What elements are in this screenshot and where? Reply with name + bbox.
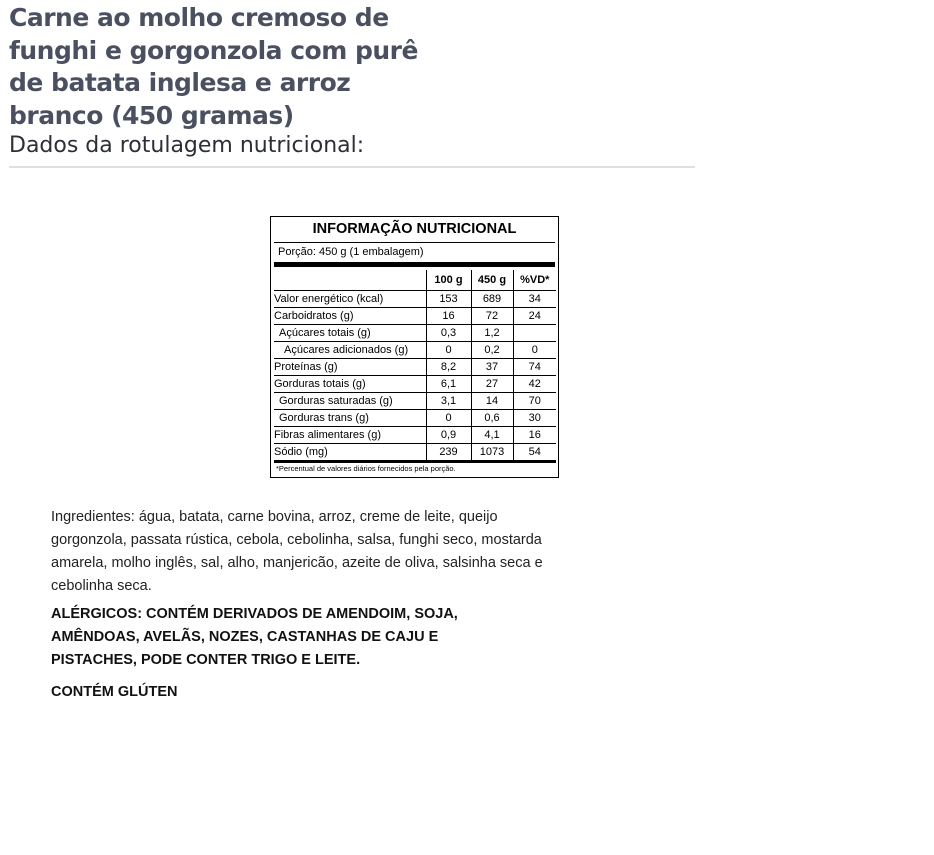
portion-size: Porção: 450 g (1 embalagem) <box>274 243 555 267</box>
value-100g: 0,3 <box>426 325 471 342</box>
nutrient-name: Valor energético (kcal) <box>274 291 426 308</box>
value-100g: 16 <box>426 308 471 325</box>
value-450g: 72 <box>471 308 513 325</box>
table-row <box>274 308 556 325</box>
value-vd: 54 <box>513 444 556 462</box>
header-100g: 100 g <box>426 270 471 291</box>
table-row <box>274 444 556 462</box>
allergens-warning: ALÉRGICOS: CONTÉM DERIVADOS DE AMENDOIM, SOJA, AMÊNDOAS, AVELÃS, NOZES, CASTANHAS DE CAJU E PISTACHES, PODE CONTER TRIGO E LEITE. <box>51 606 458 668</box>
table-footnote: *Percentual de valores diários fornecidos pela porção. <box>276 464 456 473</box>
table-row <box>274 393 556 410</box>
value-vd: 30 <box>513 410 556 427</box>
value-vd: 0 <box>513 342 556 359</box>
nutrition-subtitle: Dados da rotulagem nutricional: <box>9 133 365 158</box>
table-row <box>274 291 556 308</box>
nutrient-name: Açúcares totais (g) <box>274 325 426 342</box>
table-row <box>274 427 556 444</box>
value-vd: 34 <box>513 291 556 308</box>
value-450g: 4,1 <box>471 427 513 444</box>
value-100g: 0 <box>426 410 471 427</box>
divider <box>9 166 695 168</box>
value-450g: 37 <box>471 359 513 376</box>
gluten-warning: CONTÉM GLÚTEN <box>51 684 178 700</box>
nutrient-name: Proteínas (g) <box>274 359 426 376</box>
table-row <box>274 376 556 393</box>
table-row <box>274 359 556 376</box>
nutrition-facts-table <box>270 216 559 478</box>
value-450g: 0,2 <box>471 342 513 359</box>
value-100g: 0,9 <box>426 427 471 444</box>
nutrient-name: Fibras alimentares (g) <box>274 427 426 444</box>
nutrient-name: Sódio (mg) <box>274 444 426 462</box>
value-vd: 24 <box>513 308 556 325</box>
value-450g: 0,6 <box>471 410 513 427</box>
value-100g: 239 <box>426 444 471 462</box>
value-vd: 74 <box>513 359 556 376</box>
value-450g: 14 <box>471 393 513 410</box>
value-vd: 70 <box>513 393 556 410</box>
nutrient-name: Gorduras totais (g) <box>274 376 426 393</box>
nutrient-name: Açúcares adicionados (g) <box>274 342 426 359</box>
value-450g: 1073 <box>471 444 513 462</box>
header-nutrient <box>274 270 426 291</box>
product-title: Carne ao molho cremoso de funghi e gorgonzola com purê de batata inglesa e arroz branco (450 gramas) <box>9 3 418 130</box>
value-100g: 0 <box>426 342 471 359</box>
value-450g: 1,2 <box>471 325 513 342</box>
value-100g: 8,2 <box>426 359 471 376</box>
nutrition-table-title: INFORMAÇÃO NUTRICIONAL <box>274 217 555 243</box>
nutrient-name: Gorduras trans (g) <box>274 410 426 427</box>
table-row <box>274 410 556 427</box>
nutrient-name: Gorduras saturadas (g) <box>274 393 426 410</box>
value-vd: 42 <box>513 376 556 393</box>
header-vd: %VD* <box>513 270 556 291</box>
value-100g: 153 <box>426 291 471 308</box>
header-450g: 450 g <box>471 270 513 291</box>
value-100g: 3,1 <box>426 393 471 410</box>
table-row <box>274 325 556 342</box>
value-100g: 6,1 <box>426 376 471 393</box>
value-vd: 16 <box>513 427 556 444</box>
table-row <box>274 342 556 359</box>
value-450g: 27 <box>471 376 513 393</box>
nutrition-grid <box>274 270 556 463</box>
nutrient-name: Carboidratos (g) <box>274 308 426 325</box>
table-header-row <box>274 270 556 291</box>
value-vd <box>513 325 556 342</box>
ingredients-text: Ingredientes: água, batata, carne bovina, arroz, creme de leite, queijo gorgonzola, passata rústica, cebola, cebolinha, salsa, funghi seco, mostarda amarela, molho inglês, sal, alho, manjericão, azeite de oliva, salsinha seca e cebolinha seca. <box>51 509 543 594</box>
value-450g: 689 <box>471 291 513 308</box>
